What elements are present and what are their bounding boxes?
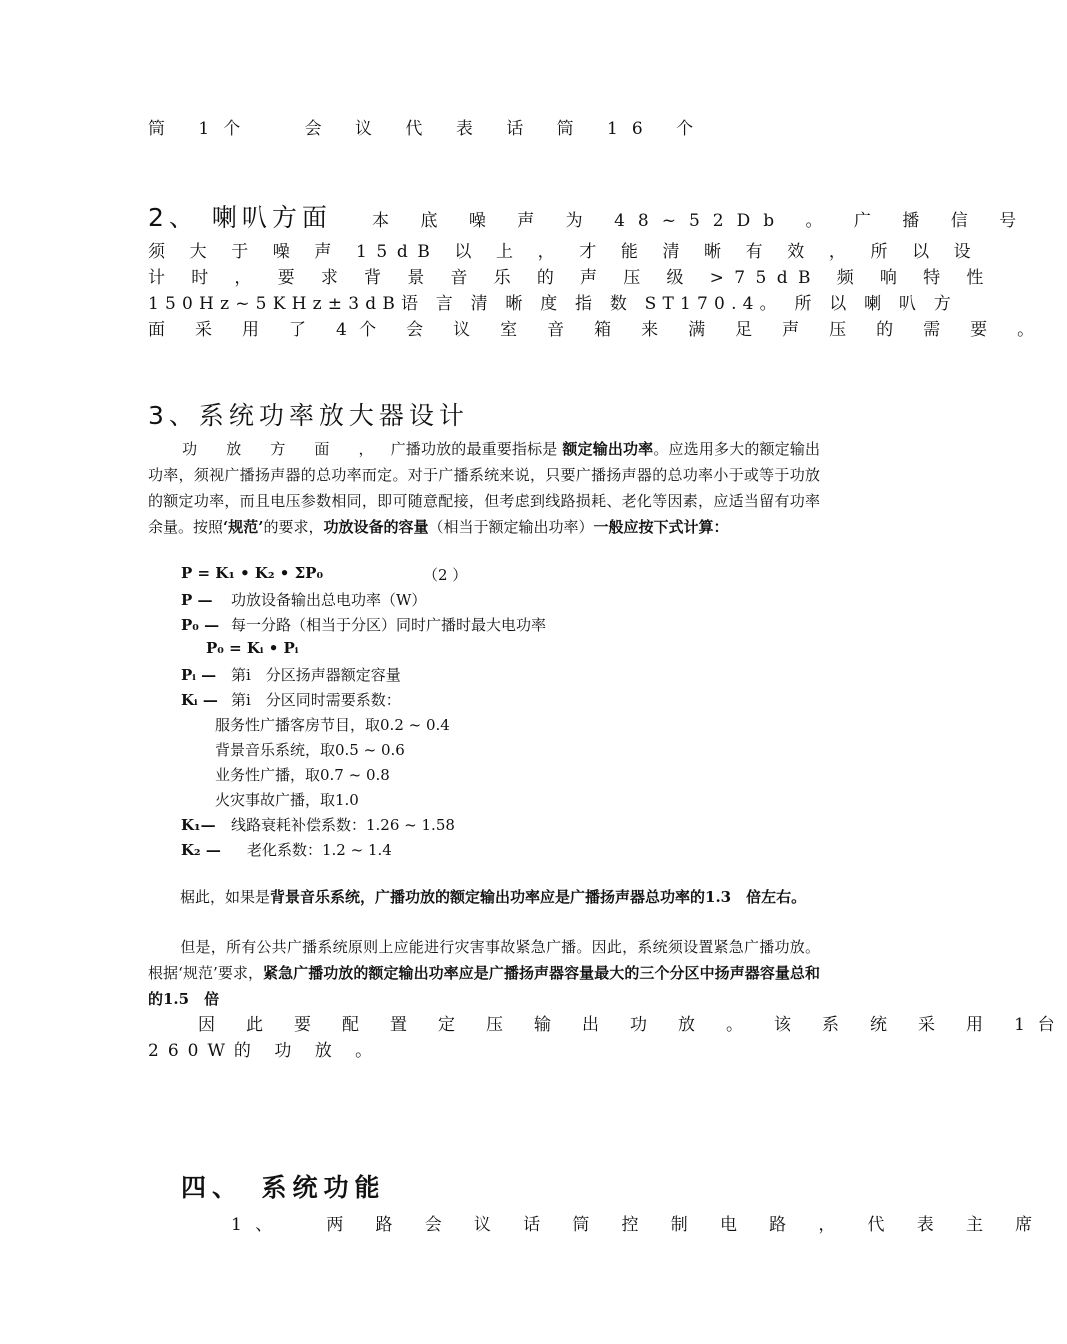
section-2-line-3: 计 时 ， 要 求 背 景 音 乐 的 声 压 级 >75dB 频 响 特 性: [148, 268, 994, 288]
section-3-paragraph-1: [148, 436, 820, 540]
main-formula: P = K₁ • K₂ • ΣP₀: [181, 564, 324, 582]
def-ki-symbol: Kᵢ —: [181, 691, 218, 709]
def-p0-text: 每一分路（相当于分区）同时广播时最大电功率: [231, 616, 547, 634]
def-k1-text: 线路衰耗补偿系数：1.26 ~ 1.58: [231, 816, 455, 834]
section-3-paragraph-2: [148, 884, 820, 910]
section-2-line-2: 须 大 于 噪 声 15dB 以 上 ， 才 能 清 晰 有 效 ， 所 以 设: [148, 242, 981, 262]
p1-bold-spec: ‘规范’: [223, 518, 264, 536]
def-ki-text: 第i 分区同时需要系数：: [231, 691, 401, 709]
def-pi: [181, 664, 401, 685]
section-4-heading: 四、 系统功能: [181, 1173, 386, 1202]
p1-bold-rated-power: 额定输出功率: [562, 440, 654, 458]
def-pi-symbol: Pᵢ —: [181, 666, 217, 684]
section-3-paragraph-4-line-2: 260W的 功 放 。: [148, 1041, 382, 1061]
sub-formula: P₀ = Kᵢ • Pᵢ: [206, 639, 299, 657]
p1-lead: 功 放 方 面 ，: [182, 440, 386, 458]
def-k2-text: 老化系数：1.2 ~ 1.4: [247, 841, 392, 859]
section-3-heading: 3、系统功率放大器设计: [148, 401, 469, 430]
p2-text: 椐此，如果是: [180, 888, 271, 906]
p1-text-a: 广播功放的最重要指标是: [390, 440, 558, 458]
p3-bold: 紧急广播功放的额定输出功率应是广播扬声器容量最大的三个分区中扬声器容量总和的1.5 倍: [148, 964, 820, 1008]
p1-bold-capacity: 功放设备的容量: [323, 518, 429, 536]
section-2-line-5: 面 采 用 了 4个 会 议 室 音 箱 来 满 足 声 压 的 需 要 。: [148, 320, 1047, 340]
continued-text-line: 筒 1个 会 议 代 表 话 筒 16 个: [148, 119, 708, 139]
coeff-item: 业务性广播，取0.7 ~ 0.8: [215, 766, 390, 784]
def-p0-symbol: P₀ —: [181, 616, 220, 634]
section-3-paragraph-3: [148, 934, 820, 1012]
def-p-text: 功放设备输出总电功率（W）: [231, 591, 427, 609]
p1-text-b: 。应选用多大的额定输出功率，须视广播扬声器的总功率而定。对于广播系统来说，只要广播扬声器的总功率小于或等于功放的额定功率，而且电压参数相同，即可随意配接，但考虑到线路损耗、老化等因素，应适当留有功率余量。按照: [148, 440, 820, 536]
p1-bold-formula-intro: 一般应按下式计算：: [593, 518, 729, 536]
def-k2-symbol: K₂ —: [181, 841, 221, 859]
p1-text-d: （相当于额定输出功率）: [428, 518, 594, 536]
section-2-line-1: 本 底 噪 声 为 48~52Db 。 广 播 信 号: [372, 211, 1030, 231]
def-ki: [181, 689, 401, 710]
def-p0: [181, 614, 546, 635]
def-k2: [181, 839, 392, 860]
p3-text: 但是，所有公共广播系统原则上应能进行灾害事故紧急广播。因此，系统须设置紧急广播功放。根据‘规范’要求，: [148, 938, 820, 982]
section-2-line-4: 150Hz~5KHz±3dB语 言 清 晰 度 指 数 ST170.4。 所 以 喇 叭 方: [148, 294, 957, 314]
coeff-item: 服务性广播客房节目，取0.2 ~ 0.4: [215, 716, 450, 734]
section-2: [148, 198, 1030, 234]
def-p-symbol: P —: [181, 591, 213, 609]
def-k1-symbol: K₁—: [181, 816, 216, 834]
def-p: [181, 589, 426, 610]
def-pi-text: 第i 分区扬声器额定容量: [231, 666, 401, 684]
def-k1: [181, 814, 455, 835]
formula-number: （2 ）: [423, 566, 468, 584]
section-3-paragraph-4-line-1: 因 此 要 配 置 定 压 输 出 功 放 。 该 系 统 采 用 1台: [198, 1015, 1067, 1035]
section-4-item-1: 1、 两 路 会 议 话 筒 控 制 电 路 ， 代 表 主 席: [231, 1215, 1046, 1235]
coeff-item: 火灾事故广播，取1.0: [215, 791, 359, 809]
coeff-item: 背景音乐系统，取0.5 ~ 0.6: [215, 741, 405, 759]
p2-bold: 背景音乐系统，广播功放的额定输出功率应是广播扬声器总功率的1.3 倍左右。: [270, 888, 807, 906]
section-2-heading: 2、 喇叭方面: [148, 203, 332, 232]
p1-text-c: 的要求，: [263, 518, 324, 536]
